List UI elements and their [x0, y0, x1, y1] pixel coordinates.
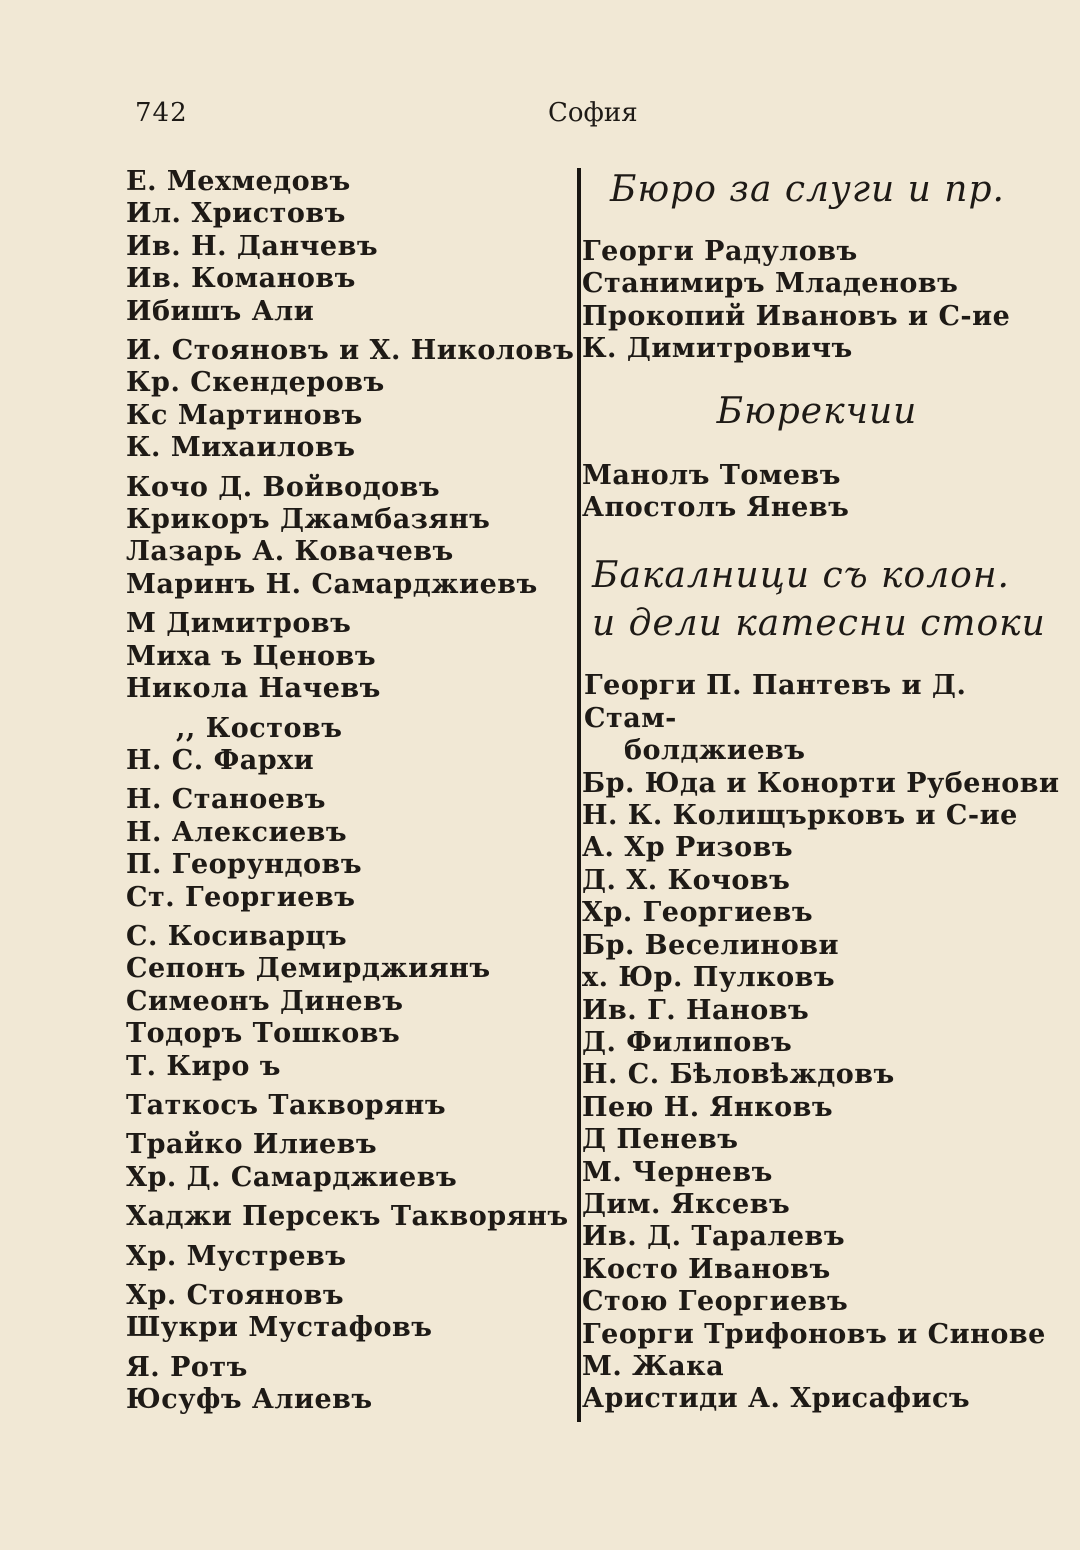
list-item: Н. Станоевъ	[126, 784, 326, 816]
list-item: Таткосъ Такворянъ	[126, 1089, 447, 1121]
list-item: Ив. Д. Таралевъ	[582, 1221, 846, 1253]
list-item: Н. С. Бѣловѣждовъ	[582, 1059, 895, 1091]
list-item: М. Черневъ	[582, 1156, 773, 1188]
list-item: Кс Мартиновъ	[126, 399, 363, 431]
list-item: Аристиди А. Хрисафисъ	[582, 1383, 971, 1415]
list-item: С. Косиварцъ	[126, 920, 348, 952]
list-item: Тодоръ Тошковъ	[126, 1018, 401, 1050]
list-item: Станимиръ Младеновъ	[582, 268, 959, 300]
list-item: Хаджи Персекъ Такворянъ	[126, 1201, 569, 1233]
left-column	[126, 166, 576, 1417]
section-heading: Бюро за слуги и пр.	[610, 169, 1005, 210]
list-item: Апостолъ Яневъ	[582, 492, 850, 524]
column-divider	[577, 168, 581, 1422]
section-heading-line: и дели катесни стоки	[592, 603, 1046, 645]
list-item: Кочо Д. Войводовъ	[126, 471, 441, 503]
list-item: Трайко Илиевъ	[126, 1129, 378, 1161]
list-item: Хр. Георгиевъ	[582, 897, 814, 929]
list-item: К. Димитровичъ	[582, 333, 853, 365]
page-header	[0, 98, 1080, 138]
list-item: Хр. Мустревъ	[126, 1240, 347, 1272]
list-item: Д. Х. Кочовъ	[582, 864, 791, 896]
list-item: Стою Георгиевъ	[582, 1286, 849, 1318]
list-item: Симеонъ Диневъ	[126, 985, 404, 1017]
list-item: Крикоръ Джамбазянъ	[126, 504, 491, 536]
section-heading	[582, 552, 1052, 648]
list-item: Лазарь А. Ковачевъ	[126, 536, 454, 568]
list-item: Д Пеневъ	[582, 1124, 739, 1156]
list-item: Юсуфъ Алиевъ	[126, 1384, 373, 1416]
list-item: Д. Филиповъ	[582, 1026, 793, 1058]
list-item-line: Георги П. Пантевъ и Д. Стам-	[584, 670, 967, 734]
list-item: Георги Радуловъ	[582, 236, 858, 267]
list-item: Сепонъ Демирджиянъ	[126, 953, 491, 985]
list-item: П. Георундовъ	[126, 849, 363, 881]
list-item: Бр. Веселинови	[582, 929, 839, 961]
list-item	[582, 670, 1052, 767]
list-item: Прокопий Ивановъ и С-ие	[582, 300, 1011, 332]
list-item: Маринъ Н. Самарджиевъ	[126, 568, 538, 600]
list-item: Косто Ивановъ	[582, 1253, 831, 1285]
list-item: Миха ъ Ценовъ	[126, 640, 377, 672]
list-item: Ибишъ Али	[126, 295, 315, 327]
list-item: Н. К. Колищърковъ и С-ие	[582, 800, 1018, 832]
list-item: Н. Алексиевъ	[126, 816, 348, 848]
list-item: Е. Мехмедовъ	[126, 166, 351, 197]
list-item: М. Жака	[582, 1350, 725, 1382]
list-item: Ил. Христовъ	[126, 198, 346, 230]
list-item: Бр. Юда и Конорти Рубенови	[582, 767, 1060, 799]
list-item: Т. Киро ъ	[126, 1050, 281, 1082]
list-item: М Димитровъ	[126, 608, 352, 640]
list-item: Шукри Мустафовъ	[126, 1312, 433, 1344]
list-item: Хр. Стояновъ	[126, 1280, 345, 1311]
section-heading: Бюрекчии	[716, 390, 918, 432]
list-item: А. Хр Ризовъ	[582, 832, 794, 864]
list-item: Я. Ротъ	[126, 1351, 248, 1383]
list-item: Ив. Н. Данчевъ	[126, 230, 379, 262]
list-item: Ст. Георгиевъ	[126, 881, 356, 913]
list-item: Хр. Д. Самарджиевъ	[126, 1161, 458, 1193]
list-item: Дим. Яксевъ	[582, 1188, 791, 1220]
list-item: Н. С. Фархи	[126, 744, 315, 776]
running-title: София	[548, 98, 638, 128]
section-heading-line: Бакалници съ колон.	[592, 555, 1010, 597]
right-column	[582, 166, 1060, 1416]
list-item: Манолъ Томевъ	[582, 459, 842, 491]
page-number: 742	[135, 98, 188, 128]
list-item: Кр. Скендеровъ	[126, 367, 385, 399]
list-item: Никола Начевъ	[126, 673, 381, 705]
list-item: И. Стояновъ и Х. Николовъ	[126, 335, 575, 367]
list-item: Пею Н. Янковъ	[582, 1091, 834, 1123]
list-item: х. Юр. Пулковъ	[582, 962, 836, 994]
list-item: Ив. Г. Нановъ	[582, 994, 810, 1026]
list-item-line: болджиевъ	[624, 735, 806, 767]
list-item: Георги Трифоновъ и Синове	[582, 1318, 1046, 1350]
list-item: К. Михаиловъ	[126, 432, 356, 464]
list-item: Ив. Комановъ	[126, 263, 356, 295]
list-item: ,, Костовъ	[176, 712, 343, 744]
